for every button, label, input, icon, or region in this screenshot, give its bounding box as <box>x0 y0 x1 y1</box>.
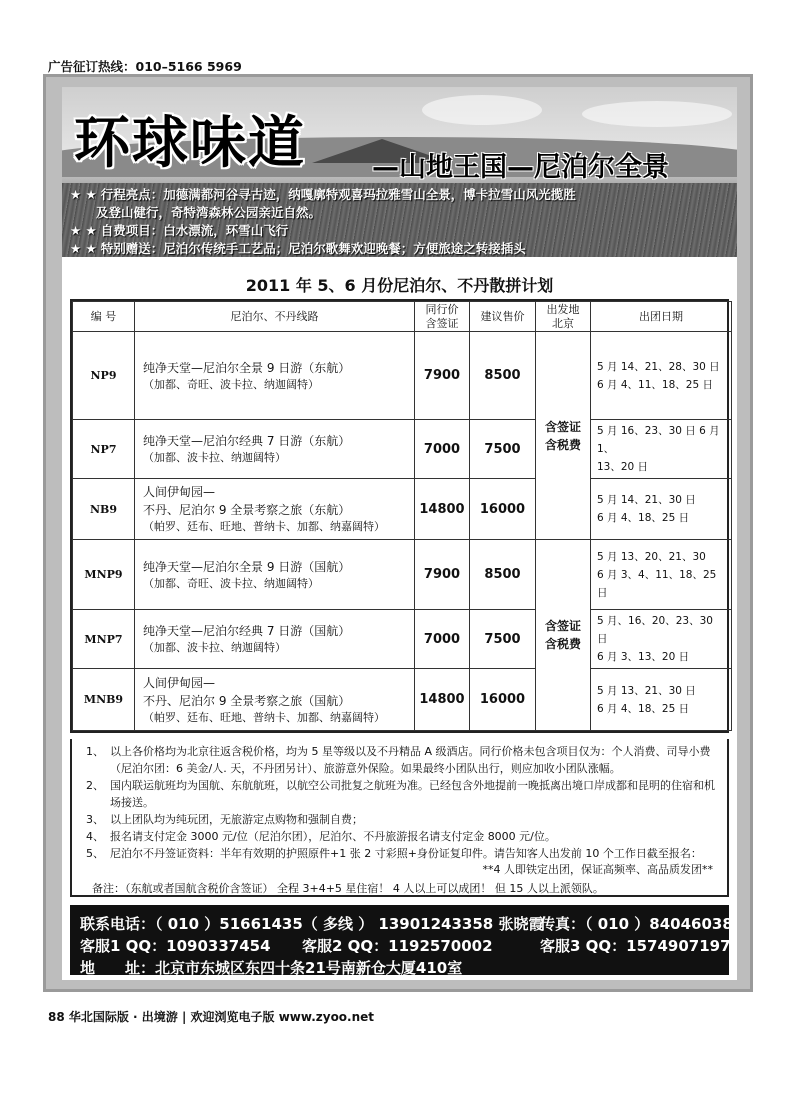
table-row <box>73 610 732 669</box>
content-area <box>62 87 737 980</box>
table-row <box>73 420 732 479</box>
tour-code: MNP9 <box>73 540 135 610</box>
contact-qq3: 客服3 QQ：1574907197 <box>540 937 731 955</box>
star-icon: ★ ★ <box>70 223 97 238</box>
tour-dates: 5 月 16、23、30 日 6 月 1、 13、20 日 <box>591 420 732 479</box>
remark: 备注：（东航或者国航含税价含签证） 全程 3+4+5 星住宿！ 4 人以上可以成团！ 但 15 人以上派领队。 <box>92 882 604 895</box>
tour-code: MNP7 <box>73 610 135 669</box>
tour-route: 人间伊甸园— 不丹、尼泊尔 9 全景考察之旅（国航） （帕罗、廷布、旺地、普纳卡、加都、纳嘉阔特） <box>135 669 415 731</box>
page-frame <box>43 74 753 992</box>
col-retail-price: 建议售价 <box>470 302 536 332</box>
note-guarantee: **4 人即铁定出团，保证高频率、高品质发团** <box>482 863 713 876</box>
peer-price: 14800 <box>415 669 470 731</box>
retail-price: 8500 <box>470 540 536 610</box>
tour-code: NB9 <box>73 479 135 540</box>
contact-fax: 传真：（ 010 ）84046038 <box>540 915 733 933</box>
tour-route: 纯净天堂—尼泊尔经典 7 日游（东航） （加都、波卡拉、纳迦阔特） <box>135 420 415 479</box>
highlight-line: ★ ★ 自费项目：白水漂流，环雪山飞行 <box>70 223 289 238</box>
col-dates: 出团日期 <box>591 302 732 332</box>
plan-title: 2011 年 5、6 月份尼泊尔、不丹散拼计划 <box>62 273 737 296</box>
banner-title: 环球味道 <box>74 111 306 176</box>
contact-phone: 联系电话：（ 010 ）51661435（ 多线 ） 13901243358 张晓霞 <box>80 915 544 933</box>
peer-price: 7900 <box>415 332 470 420</box>
col-route: 尼泊尔、不丹线路 <box>135 302 415 332</box>
tour-dates: 5 月 14、21、28、30 日 6 月 4、11、18、25 日 <box>591 332 732 420</box>
col-peer-price: 同行价 含签证 <box>415 302 470 332</box>
col-departure: 出发地 北京 <box>536 302 591 332</box>
table-row <box>73 479 732 540</box>
peer-price: 14800 <box>415 479 470 540</box>
banner <box>62 87 737 257</box>
table-row <box>73 332 732 420</box>
star-icon: ★ ★ <box>70 187 97 202</box>
cloud-decoration <box>422 95 542 125</box>
highlight-line: ★ ★ 特别赠送：尼泊尔传统手工艺品；尼泊尔歌舞欢迎晚餐；方便旅途之转接插头 <box>70 241 526 256</box>
highlight-line: ★ ★ 行程亮点：加德满都河谷寻古迹，纳嘎廓特观喜玛拉雅雪山全景，博卡拉雪山风光揽胜 <box>70 187 576 202</box>
tour-route: 人间伊甸园— 不丹、尼泊尔 9 全景考察之旅（东航） （帕罗、廷布、旺地、普纳卡、加都、纳嘉阔特） <box>135 479 415 540</box>
note-item: 3、 以上团队均为纯玩团，无旅游定点购物和强制自费； <box>86 813 363 826</box>
tour-dates: 5 月 13、20、21、30 6 月 3、4、11、18、25 日 <box>591 540 732 610</box>
table-row <box>73 669 732 731</box>
peer-price: 7000 <box>415 610 470 669</box>
retail-price: 16000 <box>470 479 536 540</box>
peer-price: 7900 <box>415 540 470 610</box>
tour-code: MNB9 <box>73 669 135 731</box>
retail-price: 7500 <box>470 610 536 669</box>
tour-code: NP7 <box>73 420 135 479</box>
table-header <box>73 302 732 332</box>
notes <box>70 739 729 897</box>
note-item: 1、 以上各价格均为北京往返含税价格，均为 5 星等级以及不丹精品 A 级酒店。同行价格未包含项目仅为：个人消费、司导小费（尼泊尔团：6 美金/人. 天，不丹团另计）、旅游意外保险。如果最终小团队出行，则应加收小团队涨幅。 <box>86 745 711 775</box>
peer-price: 7000 <box>415 420 470 479</box>
banner-subtitle: —山地王国—尼泊尔全景 <box>372 152 669 183</box>
tour-table <box>70 299 729 733</box>
retail-price: 16000 <box>470 669 536 731</box>
retail-price: 8500 <box>470 332 536 420</box>
contact-box <box>70 905 733 977</box>
tour-route: 纯净天堂—尼泊尔全景 9 日游（国航） （加都、奇旺、波卡拉、纳迦阔特） <box>135 540 415 610</box>
star-icon: ★ ★ <box>70 241 97 256</box>
note-item: 5、 尼泊尔不丹签证资料：半年有效期的护照原件+1 张 2 寸彩照+身份证复印件。请告知客人出发前 10 个工作日截至报名： <box>86 847 702 860</box>
retail-price: 7500 <box>470 420 536 479</box>
tour-dates: 5 月 13、21、30 日 6 月 4、18、25 日 <box>591 669 732 731</box>
tour-dates: 5 月 14、21、30 日 6 月 4、18、25 日 <box>591 479 732 540</box>
tour-route: 纯净天堂—尼泊尔经典 7 日游（国航） （加都、波卡拉、纳迦阔特） <box>135 610 415 669</box>
note-item: 2、 国内联运航班均为国航、东航航班，以航空公司批复之航班为准。已经包含外地提前一晚抵离出境口岸成都和昆明的住宿和机场接送。 <box>86 779 715 809</box>
contact-qq2: 客服2 QQ：1192570002 <box>302 937 493 955</box>
page-footer: 88 华北国际版 · 出境游 | 欢迎浏览电子版 www.zyoo.net <box>48 1010 375 1024</box>
departure-note: 含签证 含税费 <box>536 332 591 540</box>
ad-hotline: 广告征订热线：010–5166 5969 <box>48 59 242 74</box>
tour-dates: 5 月、16、20、23、30 日 6 月 3、13、20 日 <box>591 610 732 669</box>
col-code: 编 号 <box>73 302 135 332</box>
note-item: 4、 报名请支付定金 3000 元/位（尼泊尔团），尼泊尔、不丹旅游报名请支付定金 8000 元/位。 <box>86 830 556 843</box>
table-row <box>73 540 732 610</box>
tour-code: NP9 <box>73 332 135 420</box>
contact-address: 地 址：北京市东城区东四十条21号南新仓大厦410室 <box>80 959 463 977</box>
highlight-line: 及登山健行，奇特湾森林公园亲近自然。 <box>96 205 322 220</box>
contact-qq1: 客服1 QQ：1090337454 <box>80 937 271 955</box>
tour-route: 纯净天堂—尼泊尔全景 9 日游（东航） （加都、奇旺、波卡拉、纳迦阔特） <box>135 332 415 420</box>
cloud-decoration <box>582 101 732 127</box>
departure-note: 含签证 含税费 <box>536 540 591 731</box>
